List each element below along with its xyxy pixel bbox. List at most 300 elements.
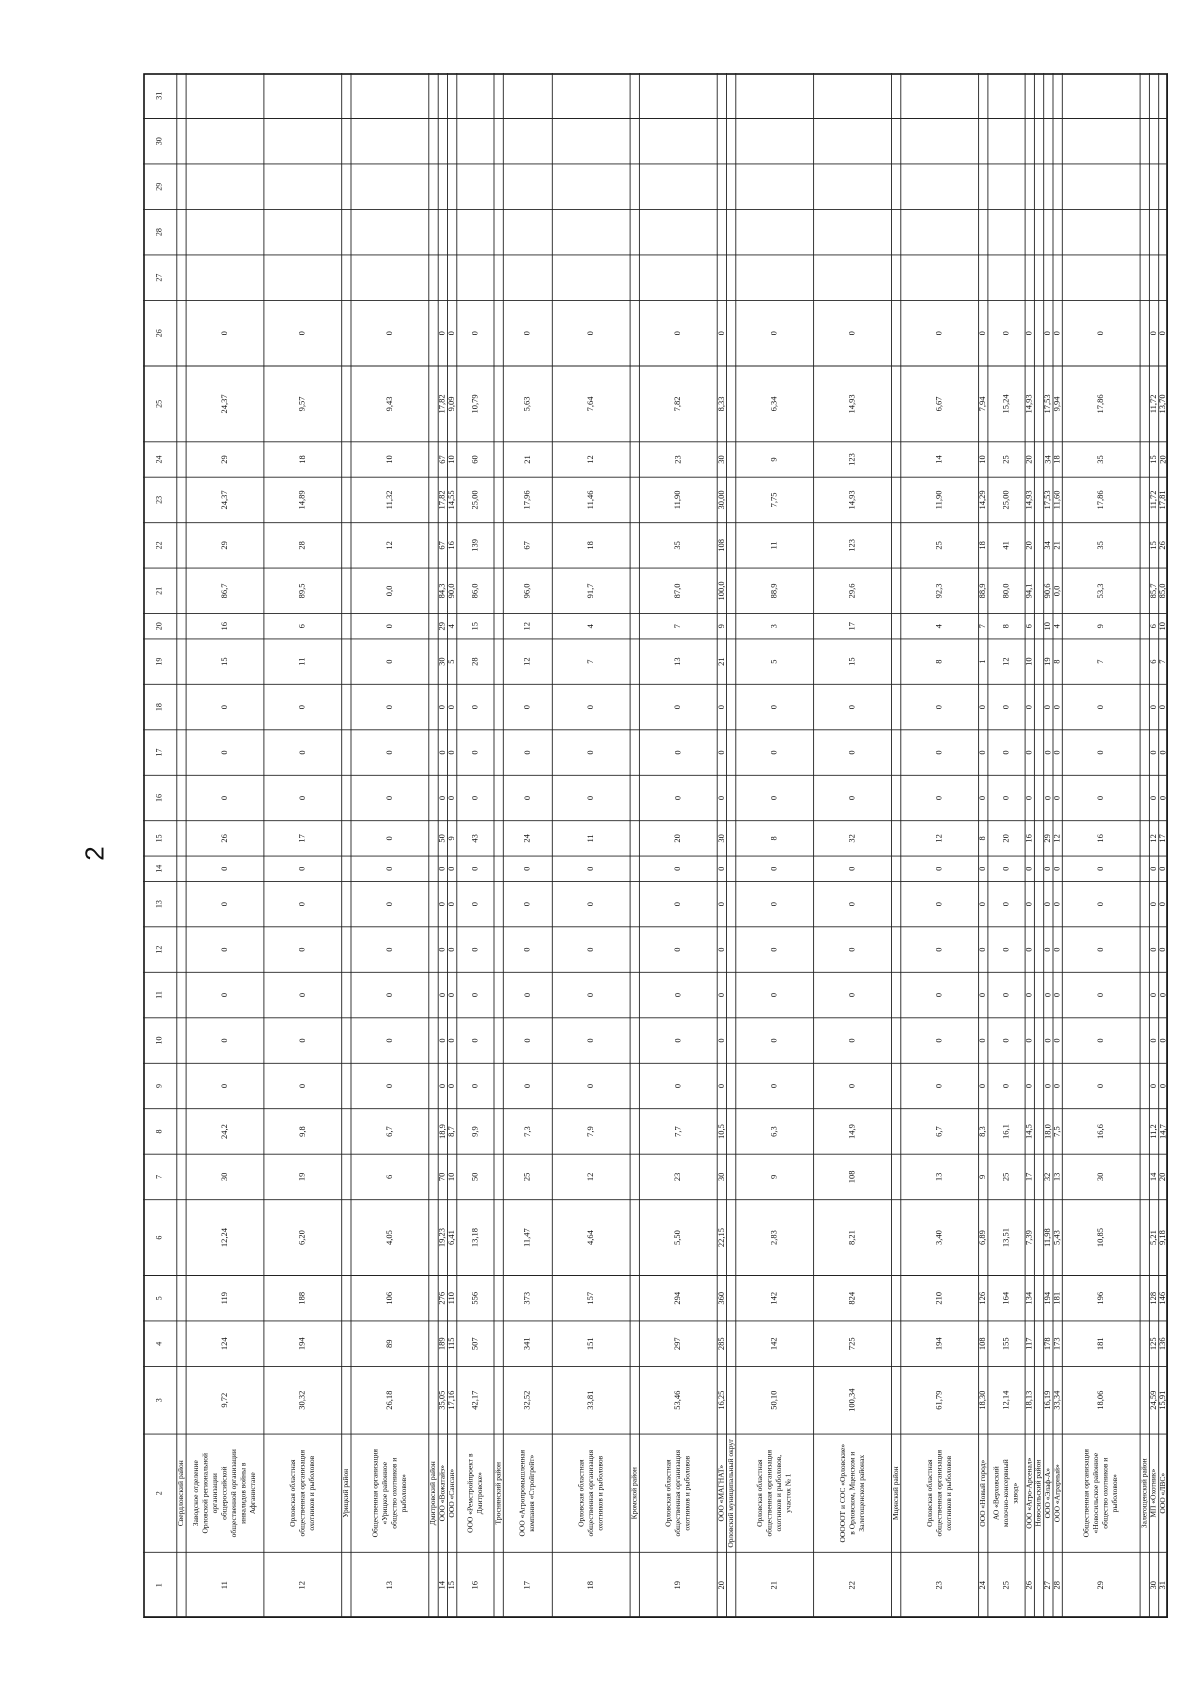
table-cell: 20	[1023, 541, 1034, 550]
table-cell: 10	[446, 455, 457, 464]
table-cell: 0	[383, 947, 394, 952]
table-cell: 17	[296, 834, 307, 843]
table-cell: 0	[1147, 992, 1158, 998]
table-cell: 0	[1023, 331, 1034, 336]
table-cell: 0	[715, 992, 726, 998]
table-cell: 0	[383, 1038, 394, 1043]
table-cell: 6,3	[768, 1126, 779, 1137]
table-cell: 0	[715, 947, 726, 952]
table-cell: 18,0	[1042, 1124, 1053, 1139]
table-cell: 17,53	[1042, 490, 1053, 510]
table-cell: 10,79	[469, 394, 480, 414]
row-name: общественная организация	[673, 1449, 683, 1537]
table-cell: 4,05	[383, 1230, 394, 1246]
table-cell: 17	[1023, 1172, 1034, 1182]
table-frame	[144, 74, 1167, 1617]
table-cell: 0	[521, 901, 532, 907]
table-cell: 0	[218, 1038, 229, 1043]
table-cell: 42,17	[469, 1390, 480, 1410]
table-cell: 94,1	[1023, 583, 1034, 599]
table-cell: 32	[846, 834, 857, 843]
section-title: Орловский муниципальный округ	[725, 1438, 735, 1548]
table-cell: 67	[436, 455, 447, 464]
table-cell: 35	[1095, 455, 1106, 464]
row-name: Орловская областная	[663, 1459, 673, 1527]
table-cell: 17,53	[1042, 394, 1053, 414]
column-number: 7	[154, 1174, 164, 1179]
table-cell: 10,5	[715, 1124, 726, 1139]
table-cell: 0	[977, 866, 988, 871]
table-cell: 0	[1157, 947, 1168, 952]
table-cell: 0	[585, 1083, 596, 1089]
column-number: 11	[154, 991, 164, 999]
table-cell: 25	[1000, 455, 1011, 464]
table-cell: 110	[446, 1291, 457, 1305]
table-cell: 124	[218, 1337, 229, 1351]
column-number: 13	[154, 900, 164, 909]
table-cell: 0	[383, 1083, 394, 1089]
column-number: 15	[154, 834, 164, 843]
section-title: Мценский район	[890, 1466, 900, 1521]
table-cell: 0	[933, 947, 944, 952]
table-cell: 7,94	[977, 396, 988, 412]
column-number: 20	[154, 622, 164, 631]
table-cell: 13,51	[1000, 1228, 1011, 1248]
row-number: 25	[1000, 1580, 1011, 1590]
table-cell: 16	[218, 621, 229, 631]
table-cell: 70	[436, 1172, 447, 1182]
table-cell: 13,70	[1157, 394, 1168, 414]
table-cell: 16	[446, 541, 457, 550]
table-cell: 6,7	[383, 1126, 394, 1137]
table-cell: 14,93	[846, 394, 857, 414]
table-cell: 151	[585, 1337, 596, 1351]
table-cell: 0	[672, 795, 683, 801]
table-cell: 0	[933, 750, 944, 755]
table-cell: 20	[1157, 1172, 1168, 1182]
table-cell: 0	[1051, 1083, 1062, 1089]
row-name: Общественная организация	[1081, 1449, 1091, 1538]
table-cell: 0	[1095, 704, 1106, 710]
table-cell: 0	[846, 1083, 857, 1089]
table-cell: 0	[585, 901, 596, 907]
table-cell: 173	[1051, 1337, 1062, 1351]
table-cell: 123	[846, 453, 857, 466]
table-cell: 7	[1157, 659, 1168, 664]
table-cell: 85,7	[1147, 583, 1158, 599]
table-cell: 0	[768, 992, 779, 998]
row-name: ООО «Ремстройпроект в	[465, 1453, 475, 1533]
row-name: охотников и рыболовов	[595, 1455, 605, 1531]
table-cell: 0	[218, 947, 229, 952]
row-number: 16	[469, 1580, 480, 1590]
row-number: 24	[977, 1580, 988, 1590]
table-cell: 0	[933, 866, 944, 871]
table-cell: 0	[715, 331, 726, 336]
table-cell: 188	[296, 1291, 307, 1305]
table-cell: 0	[1051, 1038, 1062, 1043]
table-cell: 0	[1157, 331, 1168, 336]
table-cell: 11	[768, 541, 779, 550]
table-cell: 29	[1042, 834, 1053, 843]
row-name: общественная организация	[934, 1449, 944, 1537]
table-cell: 0	[977, 947, 988, 952]
table-cell: 3,40	[933, 1230, 944, 1246]
table-cell: 8	[1051, 659, 1062, 664]
table-cell: 0	[521, 992, 532, 998]
table-cell: 0	[1000, 1038, 1011, 1043]
table-cell: 0	[768, 331, 779, 336]
table-cell: 0	[1157, 992, 1168, 998]
table-cell: 0	[768, 866, 779, 871]
table-cell: 0	[521, 331, 532, 336]
table-cell: 0	[1042, 866, 1053, 871]
table-cell: 297	[672, 1337, 683, 1351]
table-cell: 108	[977, 1337, 988, 1351]
table-cell: 6,20	[296, 1230, 307, 1246]
table-cell: 0	[383, 795, 394, 801]
row-name: завод»	[1010, 1482, 1020, 1504]
table-cell: 7	[977, 624, 988, 629]
table-cell: 61,79	[933, 1390, 944, 1410]
table-cell: 100,0	[715, 581, 726, 601]
row-number: 27	[1042, 1580, 1053, 1590]
column-number: 1	[154, 1583, 164, 1588]
table-cell: 19	[1042, 657, 1053, 666]
table-cell: 194	[296, 1337, 307, 1351]
table-cell: 0	[1000, 901, 1011, 907]
column-number: 29	[154, 182, 164, 191]
table-cell: 18	[1051, 455, 1062, 464]
row-name: охотников и рыболовов	[943, 1455, 953, 1531]
table-cell: 0	[383, 659, 394, 664]
table-cell: 276	[436, 1291, 447, 1305]
table-cell: 0	[1147, 947, 1158, 952]
table-cell: 8	[933, 659, 944, 664]
table-cell: 134	[1023, 1291, 1034, 1305]
row-name: ООО «Агро-Арсенал»	[1024, 1457, 1034, 1529]
table-cell: 0	[846, 1038, 857, 1043]
table-cell: 0	[1051, 750, 1062, 755]
row-name: Дмитровске»	[474, 1472, 484, 1515]
table-cell: 824	[846, 1291, 857, 1305]
table-cell: 0	[296, 1038, 307, 1043]
row-number: 18	[585, 1580, 596, 1590]
table-cell: 6	[1147, 659, 1158, 664]
table-cell: 6,89	[977, 1230, 988, 1246]
table-cell: 5	[446, 659, 457, 664]
table-cell: 0	[296, 947, 307, 952]
table-cell: 0	[296, 750, 307, 755]
table-cell: 194	[933, 1337, 944, 1351]
row-number: 15	[446, 1580, 457, 1590]
table-cell: 0	[1157, 1038, 1168, 1043]
table-cell: 12	[521, 657, 532, 666]
table-cell: 90,0	[446, 583, 457, 599]
table-cell: 15	[1147, 455, 1158, 464]
table-cell: 7	[672, 624, 683, 629]
table-cell: 14	[933, 455, 944, 464]
table-cell: 41	[1000, 541, 1011, 550]
table-cell: 9	[446, 836, 457, 841]
table-cell: 35,05	[436, 1390, 447, 1410]
table-cell: 0	[1000, 795, 1011, 801]
table-cell: 0	[296, 795, 307, 801]
column-number: 6	[154, 1235, 164, 1240]
table-cell: 11,2	[1147, 1124, 1158, 1139]
table-cell: 21	[521, 455, 532, 464]
table-cell: 6,7	[933, 1126, 944, 1137]
table-cell: 725	[846, 1337, 857, 1351]
table-cell: 0	[672, 866, 683, 871]
table-cell: 0	[1095, 1038, 1106, 1043]
table-cell: 18,9	[436, 1124, 447, 1139]
table-cell: 0	[933, 704, 944, 710]
data-table	[143, 73, 1168, 1618]
table-cell: 7,39	[1023, 1230, 1034, 1246]
table-cell: 7,7	[672, 1126, 683, 1137]
table-cell: 9,8	[296, 1126, 307, 1137]
table-cell: 14,89	[296, 490, 307, 510]
column-number: 23	[154, 495, 164, 504]
table-cell: 14,29	[977, 490, 988, 510]
table-cell: 0	[846, 947, 857, 952]
table-cell: 10	[383, 455, 394, 464]
table-cell: 18,13	[1023, 1390, 1034, 1410]
table-cell: 196	[1095, 1291, 1106, 1305]
row-name: общественная организация	[297, 1449, 307, 1537]
table-cell: 14,7	[1157, 1124, 1168, 1139]
table-cell: 11,98	[1042, 1228, 1053, 1248]
table-cell: 0	[521, 1083, 532, 1089]
row-number: 30	[1147, 1580, 1158, 1590]
table-cell: 32	[1042, 1172, 1053, 1182]
column-number: 30	[154, 137, 164, 146]
table-cell: 20	[1000, 834, 1011, 843]
table-cell: 28	[469, 657, 480, 666]
row-name: Орловская областная	[288, 1459, 298, 1527]
table-cell: 17	[1157, 834, 1168, 843]
table-cell: 0	[715, 750, 726, 755]
table-cell: 67	[521, 541, 532, 550]
table-cell: 30,00	[715, 490, 726, 510]
table-cell: 210	[933, 1291, 944, 1305]
table-cell: 35	[1095, 541, 1106, 550]
table-cell: 5,50	[672, 1230, 683, 1246]
table-cell: 0	[1095, 866, 1106, 871]
section-title: Урицкий район	[341, 1468, 351, 1518]
table-cell: 119	[218, 1291, 229, 1305]
row-number: 28	[1051, 1580, 1062, 1590]
table-cell: 0	[1042, 331, 1053, 336]
row-name: инвалидов войны в	[238, 1462, 248, 1524]
table-cell: 88,9	[977, 583, 988, 599]
table-cell: 0	[383, 836, 394, 841]
table-cell: 20	[1157, 455, 1168, 464]
table-cell: 24	[521, 834, 532, 843]
table-cell: 0	[218, 331, 229, 336]
table-cell: 0	[383, 704, 394, 710]
table-cell: 0	[672, 947, 683, 952]
table-cell: 23	[672, 455, 683, 464]
table-cell: 1	[977, 659, 988, 664]
table-cell: 139	[469, 539, 480, 552]
table-cell: 0	[1147, 866, 1158, 871]
table-grid	[143, 73, 1168, 1618]
table-cell: 24,37	[218, 490, 229, 510]
table-cell: 0	[1042, 750, 1053, 755]
table-cell: 9	[768, 1174, 779, 1180]
row-name: молочно-консервный	[1001, 1459, 1011, 1528]
table-cell: 17	[846, 621, 857, 631]
table-cell: 9,9	[469, 1126, 480, 1137]
table-cell: 30	[715, 455, 726, 464]
column-number: 10	[154, 1036, 164, 1045]
table-cell: 0	[1023, 704, 1034, 710]
row-name: ООО «Сансан»	[446, 1468, 456, 1518]
table-cell: 89	[383, 1339, 394, 1348]
table-cell: 0	[436, 901, 447, 907]
table-cell: 0	[715, 1083, 726, 1089]
table-cell: 11,90	[933, 490, 944, 510]
table-cell: 4	[446, 624, 457, 629]
table-cell: 0	[1095, 947, 1106, 952]
table-cell: 178	[1042, 1337, 1053, 1351]
table-cell: 11	[585, 834, 596, 843]
table-cell: 0	[1042, 1083, 1053, 1089]
table-cell: 115	[446, 1337, 457, 1350]
table-cell: 10	[977, 455, 988, 464]
table-cell: 17,96	[521, 490, 532, 510]
table-cell: 0,0	[1051, 585, 1062, 597]
table-cell: 9,94	[1051, 396, 1062, 412]
section-title: Свердловский район	[176, 1460, 186, 1527]
table-cell: 142	[768, 1291, 779, 1305]
table-cell: 0	[585, 750, 596, 755]
table-cell: 0	[469, 795, 480, 801]
table-cell: 0	[585, 331, 596, 336]
table-cell: 0	[446, 1038, 457, 1043]
row-name: общество охотников и	[389, 1457, 399, 1529]
table-cell: 0	[1157, 704, 1168, 710]
table-cell: 0	[768, 795, 779, 801]
table-cell: 18	[585, 541, 596, 550]
table-cell: 0	[768, 1038, 779, 1043]
table-cell: 0	[715, 901, 726, 907]
table-cell: 6	[1147, 624, 1158, 629]
table-cell: 0,0	[383, 585, 394, 597]
table-cell: 0	[1157, 750, 1168, 755]
table-cell: 86,7	[218, 583, 229, 599]
table-cell: 146	[1157, 1291, 1168, 1305]
table-cell: 33,34	[1051, 1390, 1062, 1410]
table-cell: 0	[1147, 1083, 1158, 1089]
column-number: 14	[154, 864, 164, 873]
table-cell: 0	[469, 1038, 480, 1043]
table-cell: 21	[1051, 541, 1062, 550]
table-cell: 0	[296, 866, 307, 871]
table-cell: 0	[521, 947, 532, 952]
table-cell: 0	[296, 331, 307, 336]
table-cell: 0	[1051, 992, 1062, 998]
table-cell: 34	[1042, 455, 1053, 464]
table-cell: 19,23	[436, 1228, 447, 1248]
table-cell: 0	[446, 866, 457, 871]
column-number: 27	[154, 273, 164, 282]
table-cell: 0	[1000, 866, 1011, 871]
table-cell: 11,47	[521, 1228, 532, 1248]
table-cell: 4	[1051, 624, 1062, 629]
table-cell: 11	[296, 657, 307, 666]
row-name: АО «Верховский	[991, 1466, 1001, 1521]
column-number: 21	[154, 586, 164, 595]
table-cell: 0	[768, 947, 779, 952]
table-cell: 13,18	[469, 1228, 480, 1248]
table-cell: 91,7	[585, 583, 596, 599]
table-cell: 15	[469, 621, 480, 631]
table-cell: 0	[1000, 750, 1011, 755]
table-cell: 0	[585, 704, 596, 710]
table-cell: 0	[469, 331, 480, 336]
table-cell: 4,64	[585, 1230, 596, 1246]
table-cell: 0	[296, 901, 307, 907]
table-cell: 10,85	[1095, 1228, 1106, 1248]
table-cell: 0	[1051, 947, 1062, 952]
row-number: 21	[768, 1580, 779, 1590]
table-cell: 0	[383, 901, 394, 907]
table-cell: 5	[768, 659, 779, 664]
row-name: ООО «ЛВС»	[1158, 1472, 1168, 1514]
table-cell: 0	[715, 1038, 726, 1043]
table-cell: 0	[383, 624, 394, 629]
table-cell: 12	[1000, 657, 1011, 666]
table-cell: 20	[672, 834, 683, 843]
table-cell: 0	[446, 947, 457, 952]
table-cell: 17,82	[436, 490, 447, 510]
table-cell: 0	[1157, 901, 1168, 907]
table-cell: 29	[436, 621, 447, 631]
table-cell: 0	[1147, 1038, 1158, 1043]
table-cell: 8,3	[977, 1126, 988, 1137]
row-name: «Новосильское районное	[1091, 1452, 1101, 1534]
table-cell: 0	[446, 992, 457, 998]
table-cell: 0	[469, 947, 480, 952]
table-cell: 22,15	[715, 1228, 726, 1248]
table-cell: 18,06	[1095, 1390, 1106, 1410]
table-cell: 0	[521, 866, 532, 871]
table-cell: 0	[1023, 750, 1034, 755]
table-cell: 92,3	[933, 583, 944, 599]
table-cell: 0	[672, 331, 683, 336]
table-cell: 90,6	[1042, 583, 1053, 599]
table-cell: 11,72	[1147, 490, 1158, 510]
table-cell: 10	[446, 1172, 457, 1182]
table-cell: 0	[933, 795, 944, 801]
table-cell: 9,72	[218, 1392, 229, 1408]
table-cell: 0	[521, 1038, 532, 1043]
table-cell: 10	[1042, 621, 1053, 631]
table-cell: 0	[521, 795, 532, 801]
table-cell: 0	[585, 947, 596, 952]
table-cell: 30	[436, 657, 447, 666]
table-cell: 126	[977, 1291, 988, 1305]
table-cell: 11,32	[383, 490, 394, 510]
table-cell: 6	[1023, 624, 1034, 629]
section-title: Залегощенский район	[1139, 1458, 1149, 1529]
table-cell: 0	[218, 1083, 229, 1089]
row-name: ООО «Новый город»	[977, 1459, 987, 1527]
table-cell: 0	[383, 331, 394, 336]
